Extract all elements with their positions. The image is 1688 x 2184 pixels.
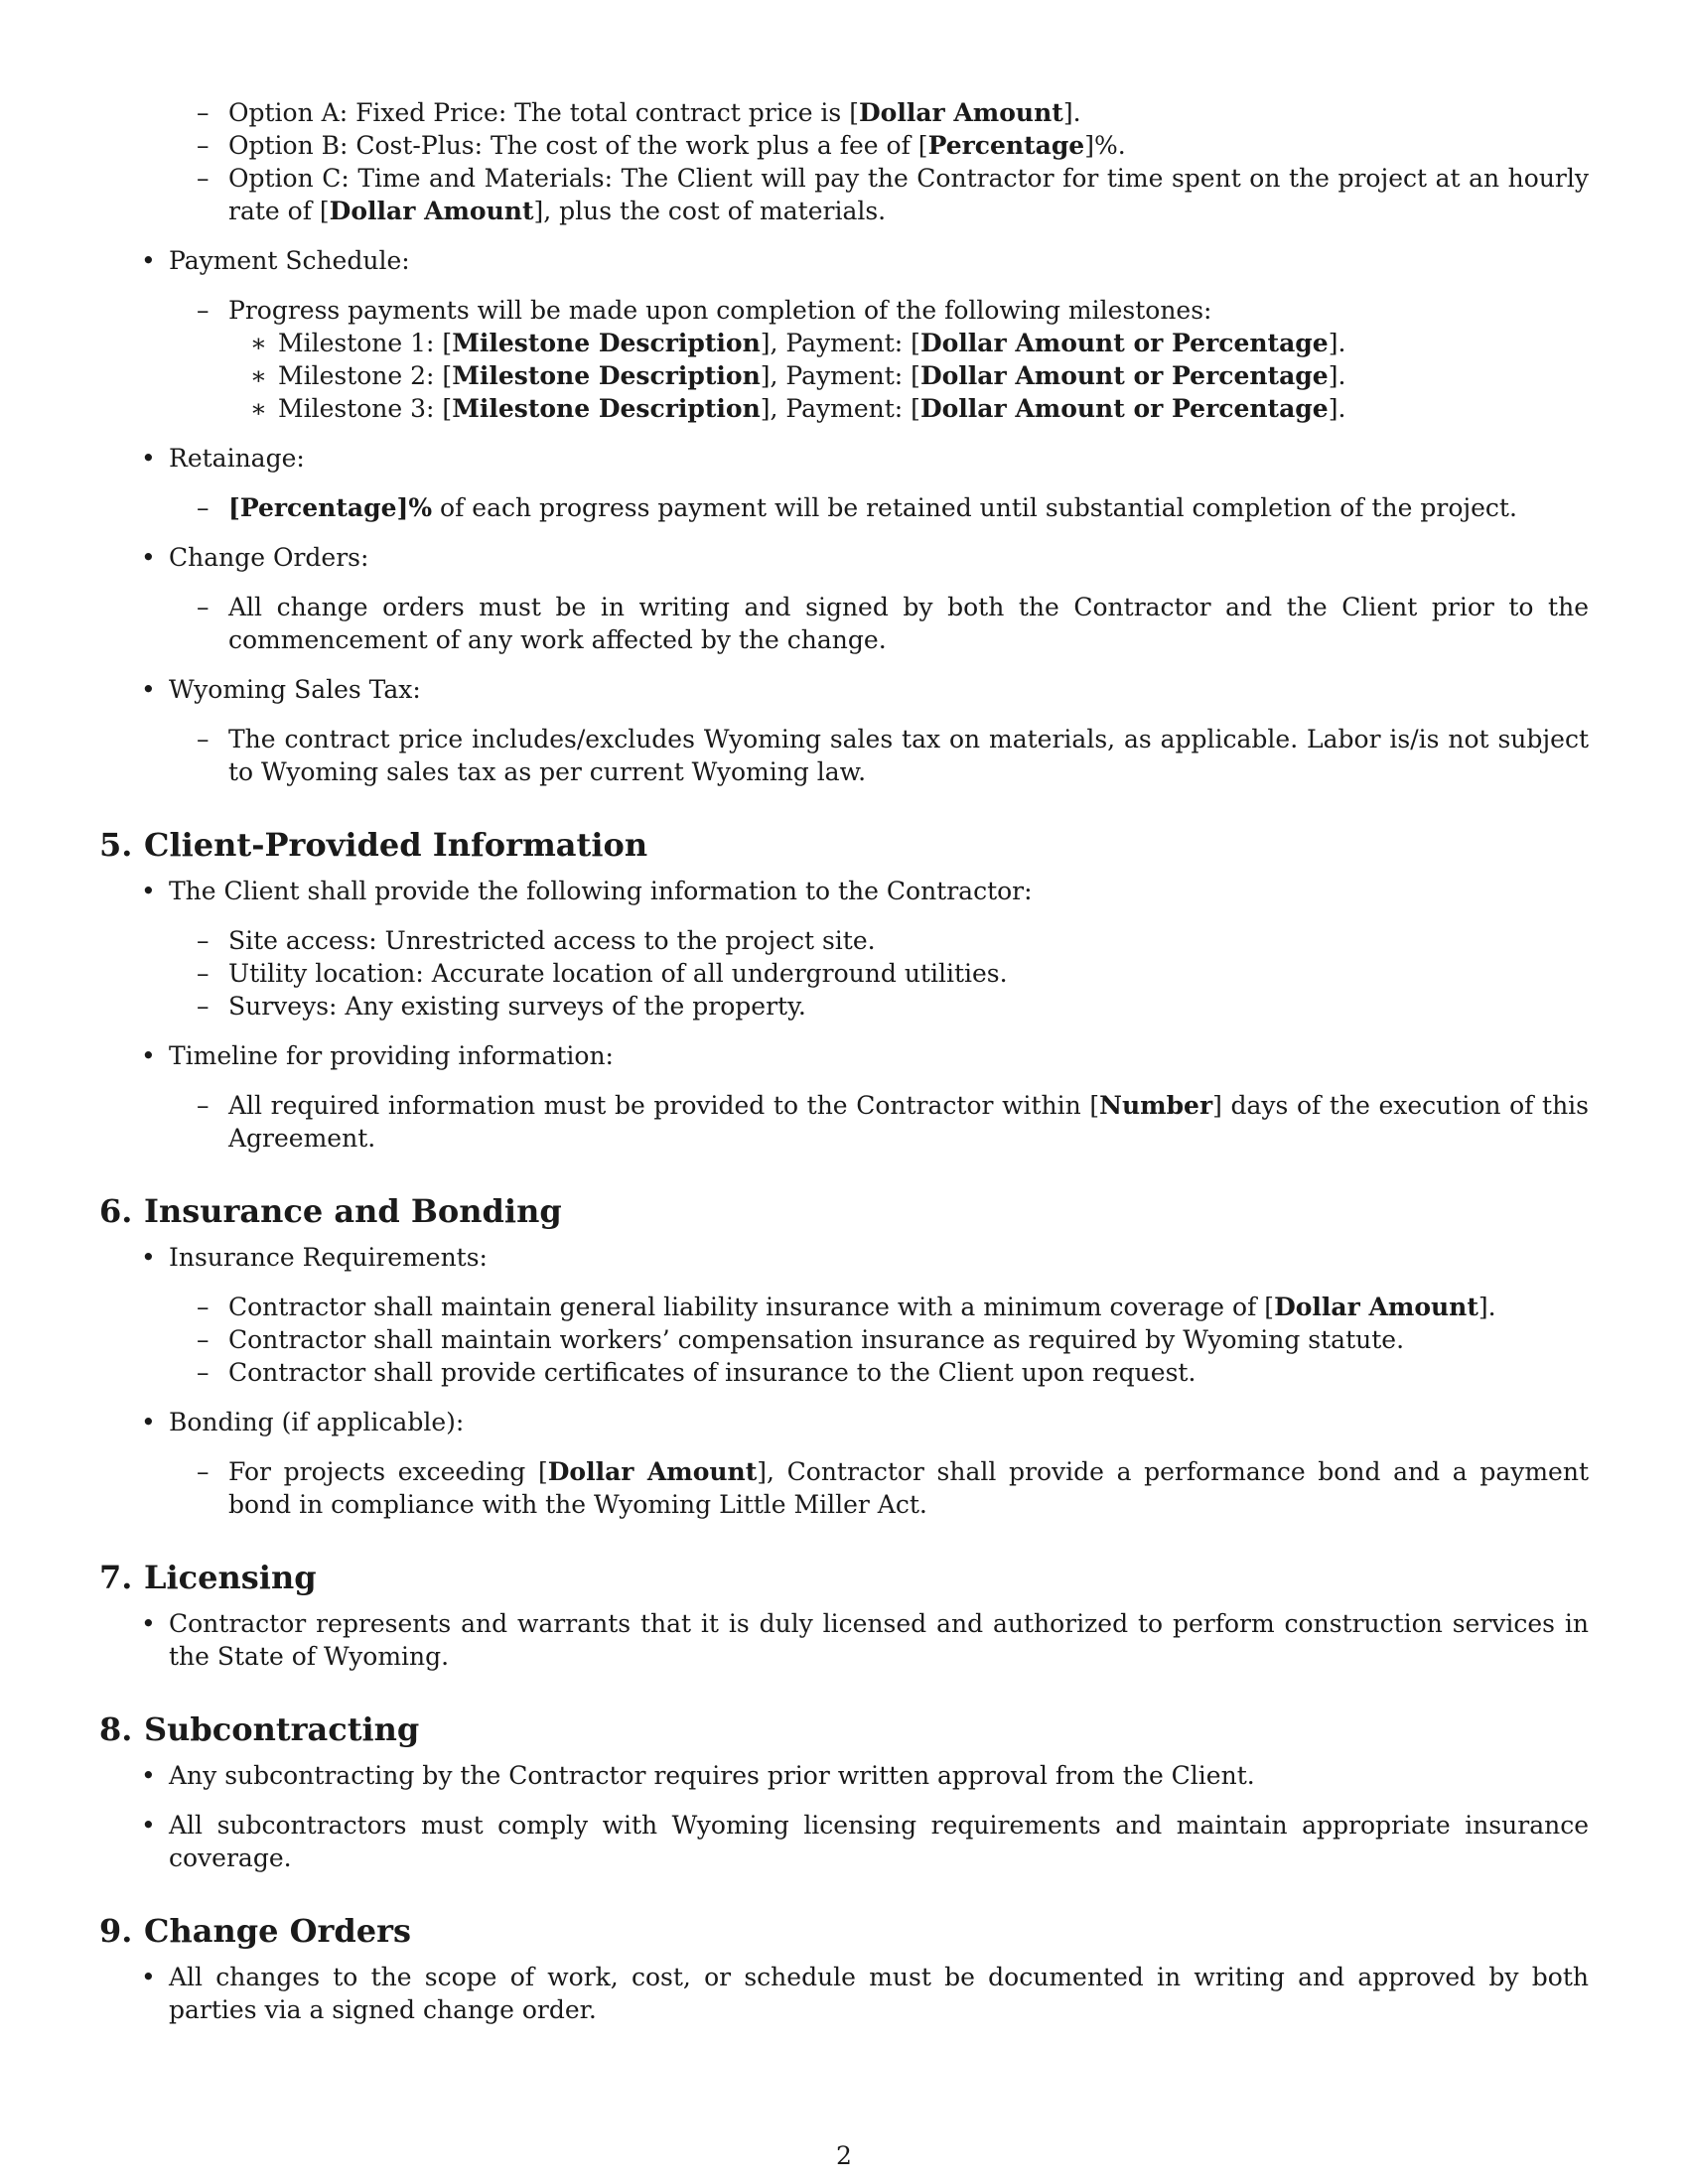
section-8-list [99,1759,1589,1874]
option-b-text: Option B: Cost-Plus: The cost of the work plus a fee of [ [228,131,928,160]
section-5-list [99,875,1589,1155]
option-b [99,129,1589,162]
milestone-item: ∗ Milestone 1: [Milestone Description], Payment: [Dollar Amount or Percentage]. [99,327,1589,359]
section-6-list [99,1241,1589,1521]
list-item: – Utility location: Accurate location of all underground utilities. [99,957,1589,990]
milestone-item: ∗ Milestone 3: [Milestone Description], Payment: [Dollar Amount or Percentage]. [99,392,1589,425]
option-c [99,162,1589,227]
insurance-sublist [99,1291,1589,1389]
payment-schedule-item [99,244,1589,425]
list-item: – All required information must be provided to the Contractor within [Number] days of the execution of this Agreement. [99,1089,1589,1155]
list-item: – For projects exceeding [Dollar Amount], Contractor shall provide a performance bond and a payment bond in compliance with the Wyoming Little Miller Act. [99,1455,1589,1521]
option-b-end: ]%. [1084,131,1126,160]
list-item: • Bonding (if applicable): – For projects exceeding [Dollar Amount], Contractor shall provide a performance bond and a payment bond in compliance with the Wyoming Little Miller Act. [99,1406,1589,1521]
list-item: • Insurance Requirements: – Contractor shall maintain general liability insurance with a minimum coverage of [Dollar Amount]. – Contractor shall maintain workers’ compensation insurance as required by Wyoming statute. – Contractor shall provide certificates of insurance to the Client upon request. [99,1241,1589,1389]
option-a-text: Option A: Fixed Price: The total contract price is [ [228,98,859,127]
change-orders-sublist [99,591,1589,656]
milestone-list [99,327,1589,425]
payment-schedule-intro: – Progress payments will be made upon completion of the following milestones: ∗ Milestone 1: [Milestone Description], Payment: [Dollar Amount or Percentage]. ∗ Milestone 2: [Milestone Description], Payment: [Dollar Amount or Percentage]. ∗ Milestone 3: [Milestone Description], Payment: [Dollar Amount or Percentage]. [99,294,1589,425]
section-9-list [99,1961,1589,2026]
retainage-sublist [99,491,1589,524]
list-item: – Surveys: Any existing surveys of the property. [99,990,1589,1023]
payment-terms-list [99,244,1589,788]
list-item: – Contractor shall maintain workers’ compensation insurance as required by Wyoming statute. [99,1323,1589,1356]
retainage-item [99,442,1589,524]
list-item: • Timeline for providing information: – All required information must be provided to the Contractor within [Number] days of the execution of this Agreement. [99,1039,1589,1155]
list-item: • Any subcontracting by the Contractor requires prior written approval from the Client. [99,1759,1589,1792]
pricing-options-list [99,96,1589,227]
list-item: • All changes to the scope of work, cost, or schedule must be documented in writing and approved by both parties via a signed change order. [99,1961,1589,2026]
section-heading: 9. Change Orders [99,1912,411,1950]
payment-schedule-sublist [99,294,1589,425]
payment-schedule-label: Payment Schedule: [169,246,410,275]
section-heading: 8. Subcontracting [99,1710,420,1748]
sales-tax-item [99,673,1589,788]
retainage-label: Retainage: [169,444,305,473]
document-page [99,96,1589,2026]
sales-tax-sublist [99,723,1589,788]
list-item: – Contractor shall provide certificates of insurance to the Client upon request. [99,1356,1589,1389]
change-orders-label: Change Orders: [169,543,369,572]
bonding-sublist [99,1455,1589,1521]
option-c-text: Option C: Time and Materials: The Client will pay the Contractor for time spent on the project at an hourly rate of [ [228,164,1589,225]
change-orders-text: – All change orders must be in writing and signed by both the Contractor and the Client prior to the commencement of any work affected by the change. [99,591,1589,656]
section-heading: 7. Licensing [99,1559,317,1596]
change-orders-item [99,541,1589,656]
option-a-end: ]. [1062,98,1081,127]
sales-tax-label: Wyoming Sales Tax: [169,675,421,704]
section-heading: 6. Insurance and Bonding [99,1192,562,1230]
section-5-sublist [99,924,1589,1023]
option-a [99,96,1589,129]
section-7-list [99,1607,1589,1673]
option-a-placeholder: Dollar Amount [858,98,1063,127]
retainage-text: – [Percentage]% of each progress payment will be retained until substantial completion of the project. [99,491,1589,524]
option-c-placeholder: Dollar Amount [329,197,534,225]
sales-tax-text: – The contract price includes/excludes Wyoming sales tax on materials, as applicable. Labor is/is not subject to Wyoming sales tax as per current Wyoming law. [99,723,1589,788]
option-b-placeholder: Percentage [927,131,1085,160]
timeline-sublist [99,1089,1589,1155]
milestone-item: ∗ Milestone 2: [Milestone Description], Payment: [Dollar Amount or Percentage]. [99,359,1589,392]
list-item: • All subcontractors must comply with Wyoming licensing requirements and maintain appropriate insurance coverage. [99,1809,1589,1874]
list-item: – Site access: Unrestricted access to the project site. [99,924,1589,957]
list-item: • The Client shall provide the following information to the Contractor: – Site access: Unrestricted access to the project site. – Utility location: Accurate location of all underground utilities. – Surveys: Any existing surveys of the property. [99,875,1589,1023]
list-item: • Contractor represents and warrants that it is duly licensed and authorized to perform construction services in the State of Wyoming. [99,1607,1589,1673]
page-number: 2 [836,2141,852,2170]
list-item: – Contractor shall maintain general liability insurance with a minimum coverage of [Dollar Amount]. [99,1291,1589,1323]
option-c-end: ], plus the cost of materials. [533,197,887,225]
section-heading: 5. Client-Provided Information [99,826,648,864]
